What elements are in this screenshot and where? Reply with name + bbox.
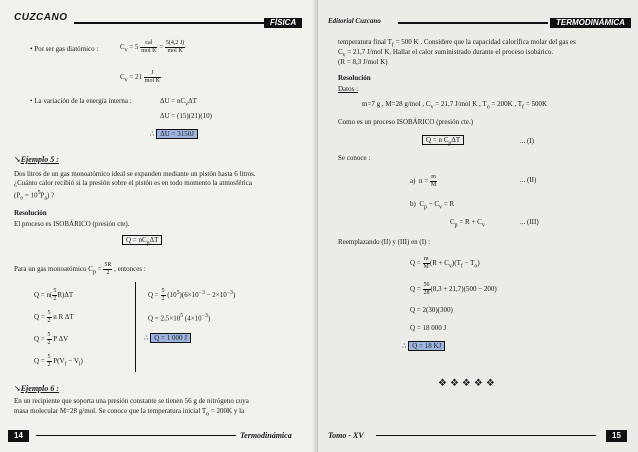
page-number: 14 [8,430,29,442]
equation: Q = $\frac{m}{M}$ $(R + C_v)(T_f - T_o)$ [410,256,480,270]
left-header [14,18,302,28]
text-line: • Por ser gas diatómico : [30,45,99,53]
equation: $\Delta U = nC_v\Delta T$ [160,97,197,108]
text-line: El proceso es ISOBÁRICO (presión cte). [14,220,130,228]
text-line: Para un gas monoatómico $C_p$ = $\frac{5R}{2}$ , entonces : [14,262,146,276]
example-title: ↘Ejemplo 6 : [14,384,59,393]
text-line: Reemplazando (II) y (III) en (I) : [338,238,431,246]
example-title: ↘Ejemplo 5 : [14,155,59,164]
text-line: • La variación de la energía interna : [30,97,132,105]
data-heading: Datos : [338,85,359,93]
text-line: Dos litros de un gas monoatómico ideal se expanden mediante un pistón hasta 6 litros. [14,170,256,178]
equation: Q = $\frac{5}{2}$ $P(V_f - V_i)$ [34,354,83,368]
publisher-logo: CUZCANO [14,12,68,23]
right-page [318,0,638,452]
equation: Q = 18 000 J [410,324,447,332]
text-line: En un recipiente que soporta una presión constante se tienen 56 g de nitrógeno cuya [14,397,249,405]
equation: $C_v = 21$ $\frac{J}{\text{mol K}}$ [120,70,160,84]
equation: Q = n( $\frac{5}{2}$ R)ΔT [34,288,74,302]
text-line: temperatura final $T_f = 500$ K . Considere que la capacidad calorífica molar del gas es [338,38,576,49]
header-rule [398,22,548,24]
right-header [328,18,628,28]
result: ∴ ΔU = 3150J [150,130,198,139]
equation: Q = $\frac{5}{2}$ n R ΔT [34,310,74,324]
right-footer [328,430,628,442]
boxed-equation: Q = n $C_p\Delta T$ [422,136,464,148]
footer-rule [376,435,596,436]
equation: b) $C_p - C_v = R$ [410,200,455,211]
equation: $C_v = 5$ $\frac{\text{cal}}{\text{mol K}}$ = $\frac{5(4,2 J)}{\text{mol K}}$ [120,40,185,54]
text-line: $(P_o = 10^5P_a)$ ? [14,190,55,202]
equation: a) n = $\frac{m}{M}$ [410,174,437,188]
section-tag: TERMODINÁMICA [550,18,631,28]
footer-volume: Tomo - XV [328,431,364,440]
result: ∴ Q = 18 KJ [402,342,445,351]
equation: ΔU = (15)(21)(10) [160,112,212,120]
text-line: ¿Cuánto calor recibió si la presión sobre el pistón es en todo momento la atmosférica [14,179,252,187]
boxed-equation: $Q = nC_p\Delta T$ [122,236,162,248]
footer-rule [36,435,236,436]
left-footer [8,430,308,442]
equation: Q = 2(30)(300) [410,306,453,314]
resolution-heading: Resolución [14,209,47,217]
footer-text: Termodinámica [240,431,292,440]
section-tag: FÍSICA [264,18,302,28]
text-line: (R = 8,3 J/mol K) [338,58,388,66]
equation: $C_p = R + C_v$ [450,218,485,229]
page-number: 15 [606,430,627,442]
equation-label: ... (I) [520,137,534,145]
equation-label: ... (II) [520,176,537,184]
publisher-name: Editorial Cuzcano [328,17,381,25]
equation: Q = $\frac{56}{28}$ (8,3 + 21,7)(500 − 200) [410,282,497,296]
left-page [0,0,318,452]
text-line: masa molecular M=28 g/mol. Se conoce que la temperatura inicial $T_o = 200K$ y la [14,407,245,418]
equation: Q = $\frac{5}{2}$ P ΔV [34,332,69,346]
ornament: ❖❖❖❖❖ [438,378,498,389]
text-line: $C_v = 21,7$ J/mol K. Hallar el calor suministrado durante el proceso isobárico. [338,48,554,59]
result: ∴ Q = 1 000 J [144,334,191,343]
resolution-heading: Resolución [338,74,371,82]
header-rule [74,22,274,24]
equation-label: ... (III) [520,218,539,226]
equation: Q = $\frac{5}{2}$ $(10^5)(6\times 10^{-3} - 2\times 10^{-3})$ [148,288,236,302]
equation: $Q = 2,5\times 10^5$ $(4\times 10^{-3})$ [148,313,211,323]
text-line: Se conoce : [338,154,371,162]
data-line: m=7 g , M=28 g/mol , $C_v = 21,7$ J/mol K , $T_o = 200K$ , $T_f = 500K$ [362,100,548,111]
column-divider [135,282,136,372]
text-line: Como es un proceso ISOBÁRICO (presión cte.) [338,118,474,126]
